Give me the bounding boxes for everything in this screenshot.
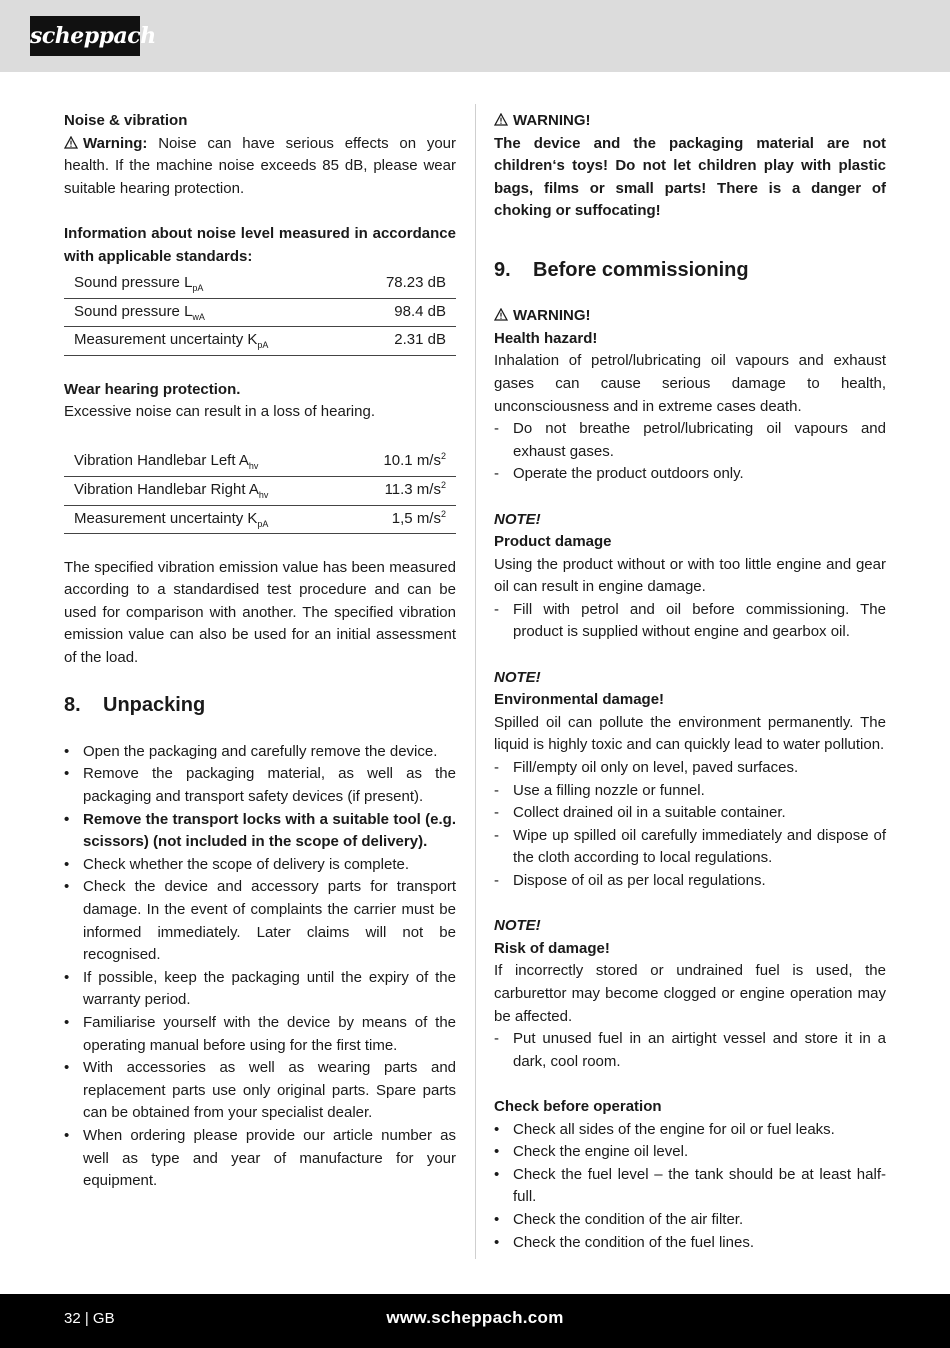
note-text: Using the product without or with too little engine and gear oil can result in engine damage. bbox=[494, 555, 886, 596]
brand-logo: scheppach bbox=[30, 16, 140, 56]
table-cell-value: 98.4 dB bbox=[349, 298, 456, 327]
right-column bbox=[494, 110, 886, 1254]
list-item-text: If possible, keep the packaging until the expiry of the warranty period. bbox=[83, 968, 456, 1009]
list-item bbox=[494, 1209, 886, 1232]
page-header bbox=[0, 0, 950, 72]
list-item-text: Familiarise yourself with the device by means of the operating manual before using for the first time. bbox=[83, 1013, 456, 1054]
health-text: Inhalation of petrol/lubricating oil vapours and exhaust gases can cause serious damage to health, unconsciousness and in extreme cases death. bbox=[494, 352, 886, 415]
hearing-title: Wear hearing protection. bbox=[64, 380, 241, 398]
list-item bbox=[64, 967, 456, 1012]
bullet-marker: • bbox=[64, 878, 70, 896]
list-item-text: Check the condition of the air filter. bbox=[513, 1210, 744, 1228]
table-cell-value: 11.3 $m/s^2$ bbox=[347, 476, 456, 505]
list-item-text: Operate the product outdoors only. bbox=[513, 465, 744, 483]
list-item bbox=[64, 1057, 456, 1125]
note-text: If incorrectly stored or undrained fuel is used, the carburettor may become clogged or engine operation may be affected. bbox=[494, 962, 886, 1025]
list-item bbox=[64, 763, 456, 808]
table-row bbox=[64, 448, 456, 476]
note-title: Product damage bbox=[494, 533, 612, 551]
note3-list bbox=[494, 1028, 886, 1073]
list-item-text: Open the packaging and carefully remove the device. bbox=[83, 742, 438, 760]
bullet-marker: • bbox=[64, 968, 70, 986]
list-item-text: Fill/empty oil only on level, paved surfaces. bbox=[513, 759, 799, 777]
dash-marker: - bbox=[494, 420, 499, 438]
note-title: Environmental damage! bbox=[494, 691, 665, 709]
check-list bbox=[494, 1119, 886, 1255]
list-item bbox=[494, 802, 886, 825]
list-item bbox=[64, 1125, 456, 1193]
list-item-text: Check whether the scope of delivery is complete. bbox=[83, 855, 409, 873]
list-item-text: Check the fuel level – the tank should be at least half-full. bbox=[513, 1165, 886, 1206]
list-item-text: When ordering please provide our article number as well as type and year of manufacture for your equipment. bbox=[83, 1126, 456, 1190]
warning-icon bbox=[64, 136, 78, 149]
note-text: Spilled oil can pollute the environment permanently. The liquid is highly toxic and can quickly lead to water pollution. bbox=[494, 713, 886, 754]
health-title: Health hazard! bbox=[494, 329, 598, 347]
unpacking-list bbox=[64, 741, 456, 1193]
list-item bbox=[494, 870, 886, 893]
noise-warning-label: Warning: bbox=[83, 134, 148, 152]
warning-heading: WARNING! bbox=[494, 305, 886, 328]
table-cell-value: 1,5 $m/s^2$ bbox=[347, 505, 456, 534]
list-item bbox=[64, 876, 456, 966]
list-item bbox=[494, 1141, 886, 1164]
list-item bbox=[494, 780, 886, 803]
list-item bbox=[494, 418, 886, 463]
list-item bbox=[494, 757, 886, 780]
list-item bbox=[494, 1028, 886, 1073]
vibration-text: The specified vibration emission value has been measured according to a standardised test procedure and can be used for comparison with another. The specified vibration emission value can also be used for an initial assessment of the load. bbox=[64, 558, 456, 667]
warning-heading: WARNING! bbox=[494, 110, 886, 133]
bullet-marker: • bbox=[494, 1233, 500, 1251]
dash-marker: - bbox=[494, 759, 499, 777]
note-label: NOTE! bbox=[494, 917, 541, 935]
bullet-marker: • bbox=[494, 1120, 500, 1138]
note-label: NOTE! bbox=[494, 668, 541, 686]
noise-vibration-title: Noise & vibration bbox=[64, 112, 188, 129]
list-item bbox=[494, 825, 886, 870]
health-list bbox=[494, 418, 886, 486]
website-url: www.scheppach.com bbox=[386, 1308, 564, 1327]
table-cell-label: Vibration Handlebar Left $A_{hv}$ bbox=[64, 448, 347, 476]
list-item-text: Wipe up spilled oil carefully immediately and dispose of the cloth according to local regulations. bbox=[513, 826, 886, 867]
bullet-marker: • bbox=[64, 1059, 70, 1077]
list-item-text: Collect drained oil in a suitable container. bbox=[513, 804, 786, 822]
dash-marker: - bbox=[494, 826, 499, 844]
noise-table bbox=[64, 270, 456, 356]
note-label: NOTE! bbox=[494, 510, 541, 528]
table-row bbox=[64, 327, 456, 356]
list-item bbox=[64, 1012, 456, 1057]
warning-toys-text: The device and the packaging material are not children‘s toys! Do not let children play with plastic bags, films or small parts! There is a danger of choking or suffocating! bbox=[494, 134, 886, 220]
bullet-marker: • bbox=[494, 1210, 500, 1228]
list-item bbox=[494, 1164, 886, 1209]
table-cell-label: Vibration Handlebar Right $A_{hv}$ bbox=[64, 476, 347, 505]
note2-list bbox=[494, 757, 886, 893]
bullet-marker: • bbox=[64, 1013, 70, 1031]
left-column bbox=[64, 110, 456, 1193]
table-cell-value: 10.1 $m/s^2$ bbox=[347, 448, 456, 476]
table-cell-label: Sound pressure $L_{pA}$ bbox=[64, 270, 349, 298]
check-title: Check before operation bbox=[494, 1097, 662, 1115]
table-row bbox=[64, 298, 456, 327]
bullet-marker: • bbox=[64, 765, 70, 783]
table-row bbox=[64, 505, 456, 534]
list-item-text: Remove the packaging material, as well as the packaging and transport safety devices (if present). bbox=[83, 765, 456, 806]
vibration-table bbox=[64, 448, 456, 534]
column-divider bbox=[475, 104, 476, 1259]
table-cell-label: Measurement uncertainty $K_{pA}$ bbox=[64, 505, 347, 534]
list-item bbox=[494, 463, 886, 486]
note1-list bbox=[494, 599, 886, 644]
table-row bbox=[64, 270, 456, 298]
dash-marker: - bbox=[494, 872, 499, 889]
noise-warning-text: Noise can have serious effects on your health. If the machine noise exceeds 85 dB, please wear suitable hearing protection. bbox=[64, 134, 457, 197]
section-9-heading: 9. Before commissioning bbox=[494, 258, 749, 281]
list-item bbox=[494, 1232, 886, 1255]
list-item-text: Put unused fuel in an airtight vessel and store it in a dark, cool room. bbox=[513, 1030, 886, 1070]
page-footer bbox=[0, 1294, 950, 1348]
list-item-text: Remove the transport locks with a suitable tool (e.g. scissors) (not included in the scope of delivery). bbox=[83, 810, 456, 851]
dash-marker: - bbox=[494, 1030, 499, 1048]
table-cell-label: Measurement uncertainty $K_{pA}$ bbox=[64, 327, 349, 356]
bullet-marker: • bbox=[494, 1165, 500, 1183]
bullet-marker: • bbox=[64, 742, 70, 760]
table-cell-label: Sound pressure $L_{wA}$ bbox=[64, 298, 349, 327]
list-item-text: Check the condition of the fuel lines. bbox=[513, 1233, 754, 1251]
list-item-text: Check the engine oil level. bbox=[513, 1143, 689, 1161]
list-item bbox=[64, 854, 456, 877]
list-item-text: Fill with petrol and oil before commissioning. The product is supplied without engine and gearbox oil. bbox=[513, 600, 886, 641]
dash-marker: - bbox=[494, 465, 499, 483]
noise-warning-paragraph bbox=[64, 133, 456, 201]
list-item-text: Dispose of oil as per local regulations. bbox=[513, 872, 766, 889]
hearing-text: Excessive noise can result in a loss of hearing. bbox=[64, 403, 375, 421]
section-8-heading: 8. Unpacking bbox=[64, 694, 206, 717]
list-item bbox=[494, 1119, 886, 1142]
page-number: 32 | GB bbox=[64, 1310, 115, 1327]
bullet-marker: • bbox=[64, 1126, 70, 1144]
list-item-text: Check the device and accessory parts for transport damage. In the event of complaints the carrier must be informed immediately. Later claims will not be recognised. bbox=[83, 878, 456, 964]
dash-marker: - bbox=[494, 781, 499, 799]
list-item bbox=[494, 599, 886, 644]
bullet-marker: • bbox=[64, 855, 70, 873]
list-item-text: Do not breathe petrol/lubricating oil vapours and exhaust gases. bbox=[513, 420, 886, 460]
list-item bbox=[64, 809, 456, 854]
warning-icon bbox=[494, 308, 508, 321]
bullet-marker: • bbox=[494, 1143, 500, 1161]
table-cell-value: 78.23 dB bbox=[349, 270, 456, 298]
warning-icon bbox=[494, 113, 508, 126]
list-item-text: Use a filling nozzle or funnel. bbox=[513, 781, 705, 799]
list-item bbox=[64, 741, 456, 764]
bullet-marker: • bbox=[64, 810, 70, 828]
dash-marker: - bbox=[494, 804, 499, 822]
table-row bbox=[64, 476, 456, 505]
list-item-text: With accessories as well as wearing parts and replacement parts use only original parts. Spare parts can be obtained from your specialist dealer. bbox=[83, 1059, 456, 1122]
list-item-text: Check all sides of the engine for oil or fuel leaks. bbox=[513, 1120, 835, 1138]
table-cell-value: 2.31 dB bbox=[349, 327, 456, 356]
noise-info-heading: Information about noise level measured in accordance with applicable standards: bbox=[64, 224, 456, 265]
dash-marker: - bbox=[494, 600, 499, 618]
note-title: Risk of damage! bbox=[494, 939, 610, 957]
